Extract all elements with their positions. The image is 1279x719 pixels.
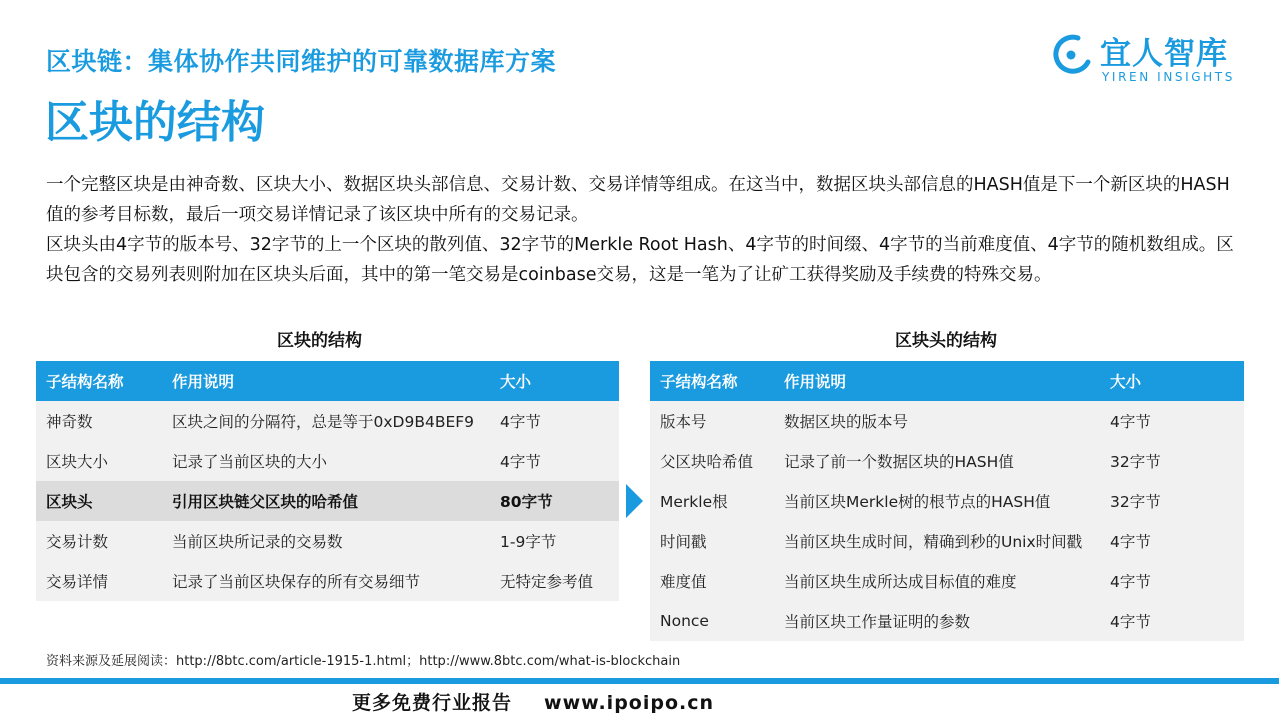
intro-paragraph-1: 一个完整区块是由神奇数、区块大小、数据区块头部信息、交易计数、交易详情等组成。在这当中，数据区块头部信息的HASH值是下一个新区块的HASH值的参考目标数，最后一项交易详情记录了该区块中所有的交易记录。 — [46, 175, 1230, 225]
table-row — [650, 521, 1244, 561]
header-table-title: 区块头的结构 — [895, 331, 997, 351]
footer-url: www.ipoipo.cn — [544, 692, 715, 714]
table-row — [650, 561, 1244, 601]
logo-mark-icon — [1048, 32, 1094, 78]
table-cell: 交易详情 — [46, 573, 109, 591]
column-header: 大小 — [1100, 361, 1244, 401]
table-cell: 难度值 — [660, 573, 707, 591]
table-cell: 区块头 — [36, 481, 162, 521]
source-note: 资料来源及延展阅读：http://8btc.com/article-1915-1.html；http://www.8btc.com/what-is-blockchain — [46, 654, 681, 669]
table-cell: 记录了当前区块保存的所有交易细节 — [172, 573, 421, 591]
table-cell: 4字节 — [1110, 533, 1151, 551]
table-cell: 32字节 — [1110, 493, 1161, 511]
table-cell: 父区块哈希值 — [660, 453, 754, 471]
table-row — [650, 481, 1244, 521]
table-cell: 区块大小 — [46, 453, 109, 471]
table-cell: 记录了前一个数据区块的HASH值 — [784, 453, 1014, 471]
table-cell: 时间戳 — [660, 533, 707, 551]
column-header: 子结构名称 — [36, 361, 162, 401]
table-cell: 交易计数 — [46, 533, 109, 551]
table-cell: 区块之间的分隔符，总是等于0xD9B4BEF9 — [172, 413, 475, 431]
table-cell: 32字节 — [1110, 453, 1161, 471]
table-cell: 无特定参考值 — [500, 573, 594, 591]
column-header: 作用说明 — [774, 361, 1100, 401]
column-header: 作用说明 — [162, 361, 490, 401]
table-cell: 4字节 — [500, 453, 541, 471]
column-header: 子结构名称 — [650, 361, 774, 401]
table-row — [650, 401, 1244, 441]
table-cell: 神奇数 — [46, 413, 93, 431]
table-cell: 版本号 — [660, 413, 707, 431]
table-row — [36, 441, 619, 481]
page-title: 区块的结构 — [45, 97, 265, 148]
table-cell: 引用区块链父区块的哈希值 — [162, 481, 490, 521]
logo-name: 宜人智库 — [1100, 36, 1228, 72]
table-cell: 4字节 — [1110, 413, 1151, 431]
table-row-highlighted — [36, 481, 619, 521]
column-header: 大小 — [490, 361, 619, 401]
table-header-row — [36, 361, 619, 401]
footer-text: 更多免费行业报告 — [352, 692, 513, 714]
table-cell: 当前区块Merkle树的根节点的HASH值 — [784, 493, 1051, 511]
block-structure-table — [36, 361, 619, 601]
logo-tagline: YIREN INSIGHTS — [1102, 70, 1235, 84]
table-cell: 当前区块所记录的交易数 — [172, 533, 343, 551]
table-cell: 记录了当前区块的大小 — [172, 453, 328, 471]
table-cell: 4字节 — [1110, 573, 1151, 591]
block-table-title: 区块的结构 — [277, 331, 362, 351]
table-cell: 4字节 — [1110, 613, 1151, 631]
table-cell: 当前区块生成所达成目标值的难度 — [784, 573, 1017, 591]
table-cell: Merkle根 — [660, 493, 728, 511]
table-row — [36, 401, 619, 441]
table-cell: 当前区块工作量证明的参数 — [784, 613, 971, 631]
block-header-structure-table — [650, 361, 1244, 641]
brand-logo — [1048, 30, 1258, 90]
footer-divider — [0, 678, 1279, 684]
table-cell: 当前区块生成时间，精确到秒的Unix时间戳 — [784, 533, 1083, 551]
intro-paragraph-2: 区块头由4字节的版本号、32字节的上一个区块的散列值、32字节的Merkle Root Hash、4字节的时间缀、4字节的当前难度值、4字节的随机数组成。区块包含的交易列表则附加在区块头后面，其中的第一笔交易是coinbase交易，这是一笔为了让矿工获得奖励及手续费的特殊交易。 — [46, 235, 1234, 285]
arrow-right-icon — [626, 484, 643, 518]
table-header-row — [650, 361, 1244, 401]
table-cell: 80字节 — [490, 481, 619, 521]
table-row — [36, 521, 619, 561]
table-cell: 4字节 — [500, 413, 541, 431]
footer-banner — [352, 688, 714, 715]
table-row — [650, 601, 1244, 641]
page-subtitle: 区块链：集体协作共同维护的可靠数据库方案 — [46, 47, 557, 76]
table-cell: Nonce — [660, 612, 709, 630]
table-cell: 数据区块的版本号 — [784, 413, 909, 431]
table-cell: 1-9字节 — [500, 533, 557, 551]
table-row — [36, 561, 619, 601]
table-row — [650, 441, 1244, 481]
